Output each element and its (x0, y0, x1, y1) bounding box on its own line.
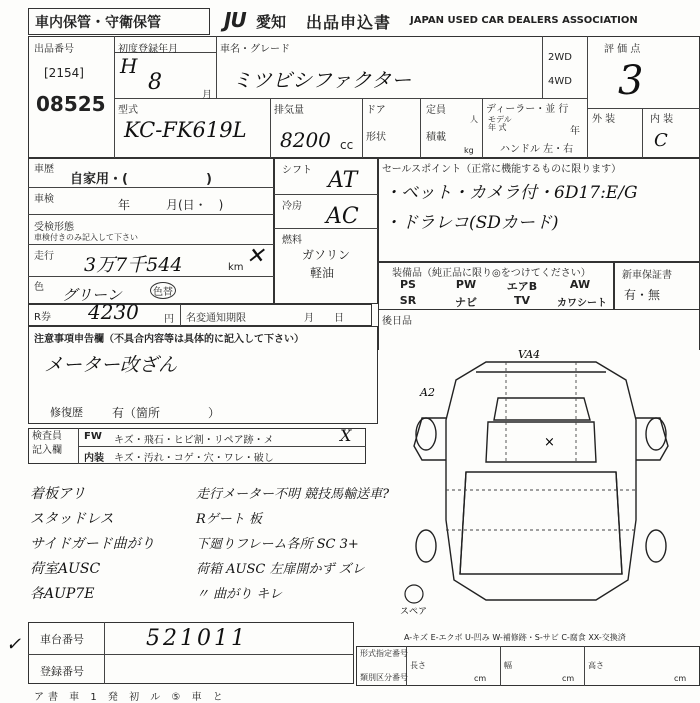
inspector-row1: キズ・飛石・ヒビ割・リペア跡・メ (114, 435, 274, 446)
acceptance-note: 車検付きのみ記入して下さい (34, 233, 138, 242)
inspection-note-right-1: 走行メーター不明 競技馬輸送車? (196, 487, 390, 502)
capacity-unit: 人 (470, 115, 478, 124)
warranty-value[interactable]: 有・無 (624, 288, 661, 302)
dim-length-label: 長さ (410, 661, 426, 670)
displacement-label: 排気量 (274, 105, 304, 116)
drive-4wd[interactable]: 4WD (548, 76, 572, 87)
inspection-note-left-2: スタッドレス (30, 511, 114, 527)
association-name: JAPAN USED CAR DEALERS ASSOCIATION (410, 15, 638, 26)
equip-airbag[interactable]: エアB (506, 280, 538, 293)
shape-label: 形状 (366, 132, 386, 143)
spare-wheel-icon (405, 585, 423, 603)
load-label: 積載 (426, 132, 446, 143)
ju-logo: JU (224, 8, 246, 32)
dim-height-unit: cm (674, 674, 687, 683)
diagram-mark-front: VA4 (518, 350, 541, 361)
color-change-label: 色替 (150, 282, 176, 299)
footer-strip: ア書 車 1 発 初 ル ⑤ 車 と (34, 692, 227, 703)
interior-value: C (654, 130, 668, 151)
storage-label: 車内保管・守衛保管 (35, 15, 161, 31)
chassis-label: 車台番号 (40, 633, 84, 646)
equip-ps[interactable]: PS (400, 278, 416, 291)
first-reg-year: 8 (148, 70, 162, 95)
inspector-label: 検査員 記入欄 (32, 431, 62, 456)
sales-point-1: ・ベット・カメラ付・6D17:E/G (384, 183, 638, 203)
ac-value: AC (326, 204, 359, 229)
mileage-unit: km (228, 262, 244, 273)
capacity-label: 定員 (426, 105, 446, 116)
notes-content: メーター改ざん (44, 354, 178, 376)
inspector-row1-head: FW (84, 431, 102, 442)
displacement-unit: cc (340, 138, 354, 152)
history-value: 自家用・( ) (70, 172, 212, 187)
ac-label: 冷房 (282, 201, 302, 212)
load-unit: kg (464, 146, 474, 155)
eval-label: 評 価 点 (604, 44, 641, 55)
repair-label: 修復歴 (50, 406, 83, 419)
fuel-light: 軽油 (310, 266, 335, 280)
inspector-row2: キズ・汚れ・コゲ・穴・ワレ・破し (114, 453, 274, 464)
spare-label: スペア (400, 607, 428, 617)
fuel-label: 燃料 (282, 235, 302, 246)
lot-sub-code: [2154] (44, 66, 84, 80)
model-year-unit: 年 (570, 126, 580, 137)
damage-legend: A-キズ E-エクボ U-凹み W-補修跡・S-サビ C-腐食 XX-交換済 (404, 633, 626, 642)
history-label: 車歴 (34, 164, 54, 175)
type-label: 型式 (118, 105, 138, 116)
exterior-label: 外 装 (592, 114, 616, 125)
inspection-notes-right (196, 482, 389, 607)
door-label: ドア (366, 105, 386, 116)
inspection-note-right-4: 荷箱 AUSC 左扉開かず ズレ (196, 562, 365, 577)
dealer-label[interactable]: ディーラー・並 行 (486, 104, 569, 115)
equip-leather-seat[interactable]: カワシート (557, 298, 607, 309)
lot-number: 08525 (36, 92, 106, 116)
car-name-value: ミツビシファクター (232, 68, 412, 92)
inspection-note-right-5: 〃 曲がり キレ (196, 587, 283, 602)
inspector-row2-head: 内装 (84, 453, 104, 464)
color-label: 色 (34, 282, 44, 293)
car-diagram (396, 350, 696, 620)
seller-box (378, 310, 700, 350)
form-title: 出品申込書 (306, 13, 392, 32)
repair-value: 有（箇所 ） (112, 406, 221, 420)
storage-label-box (28, 8, 210, 35)
displacement-value: 8200 (280, 128, 331, 152)
equip-sr[interactable]: SR (399, 294, 417, 307)
dim-class-label: 類別区分番号 (360, 673, 408, 682)
car-name-label: 車名・グレード (220, 44, 290, 55)
inspection-note-left-1: 着板アリ (30, 486, 86, 502)
first-reg-month-unit: 月 (202, 90, 212, 101)
dim-width-label: 幅 (504, 661, 512, 670)
acceptance-label: 受検形態 (34, 222, 74, 233)
color-value: グリーン (62, 286, 122, 304)
recycle-label: R券 (34, 312, 51, 323)
shift-label: シフト (282, 165, 312, 176)
inspection-note-right-2: Rゲート 板 (196, 512, 262, 527)
diagram-mark-center: × (544, 435, 555, 450)
mileage-value: 3万7千544 (84, 254, 183, 276)
inspection-notes-left (30, 482, 155, 607)
name-change-value: 月 日 (304, 313, 344, 324)
lot-number-label: 出品番号 (34, 44, 74, 55)
inspection-value: 年 月(日・ ) (118, 198, 224, 212)
equipment-label: 装備品（純正品に限り◎をつけてください） (392, 268, 591, 279)
inspector-row1-mark: X (340, 426, 352, 445)
dim-length-unit: cm (474, 674, 487, 683)
margin-check-mark: ✓ (6, 634, 22, 655)
drive-2wd[interactable]: 2WD (548, 52, 572, 63)
chassis-value: 521011 (146, 626, 248, 651)
recycle-unit: 円 (164, 314, 174, 325)
inspection-note-left-4: 荷室AUSC (30, 561, 101, 577)
diagram-mark-left: A2 (420, 386, 435, 399)
sales-points-label: セールスポイント（正常に機能するものに限ります） (382, 164, 622, 175)
first-reg-label: 初度登録年月 (118, 44, 178, 55)
name-change-label: 名変通知期限 (186, 313, 246, 324)
model-year-label: モデル 年 式 (488, 115, 512, 132)
shift-value: AT (328, 168, 358, 193)
inspection-note-left-3: サイドガード曲がり (30, 536, 155, 552)
equip-tv[interactable]: TV (513, 294, 531, 307)
warranty-label: 新車保証書 (622, 270, 672, 281)
inspection-note-left-5: 各AUP7E (30, 586, 95, 602)
equip-pw[interactable]: PW (455, 278, 477, 291)
type-value: KC-FK619L (124, 118, 247, 142)
dim-width-unit: cm (562, 674, 575, 683)
dim-type-label: 形式指定番号 (360, 649, 408, 658)
equip-navi[interactable]: ナビ (455, 296, 477, 309)
reg-number-label: 登録番号 (40, 665, 84, 678)
eval-value: 3 (618, 58, 644, 104)
equip-aw[interactable]: AW (569, 278, 591, 291)
header-title-group (224, 8, 700, 34)
seller-label: 後日品 (382, 316, 412, 327)
handle-label[interactable]: ハンドル 左・右 (500, 144, 574, 155)
first-reg-era: H (120, 54, 138, 78)
sales-point-2: ・ドラレコ(SDカード) (384, 213, 559, 233)
dim-height-label: 高さ (588, 661, 604, 670)
fuel-value: ガソリン (302, 248, 351, 262)
org-name: 愛知 (256, 13, 287, 31)
inspection-label: 車検 (34, 194, 54, 205)
mileage-label: 走行 (34, 251, 54, 262)
notes-label: 注意事項申告欄（不具合内容等は具体的に記入して下さい） (34, 334, 304, 345)
recycle-value: 4230 (88, 300, 139, 324)
inspection-note-right-3: 下廻りフレーム各所 SC 3+ (196, 537, 359, 552)
interior-label: 内 装 (650, 114, 674, 125)
mileage-check-mark: ✕ (246, 244, 265, 269)
